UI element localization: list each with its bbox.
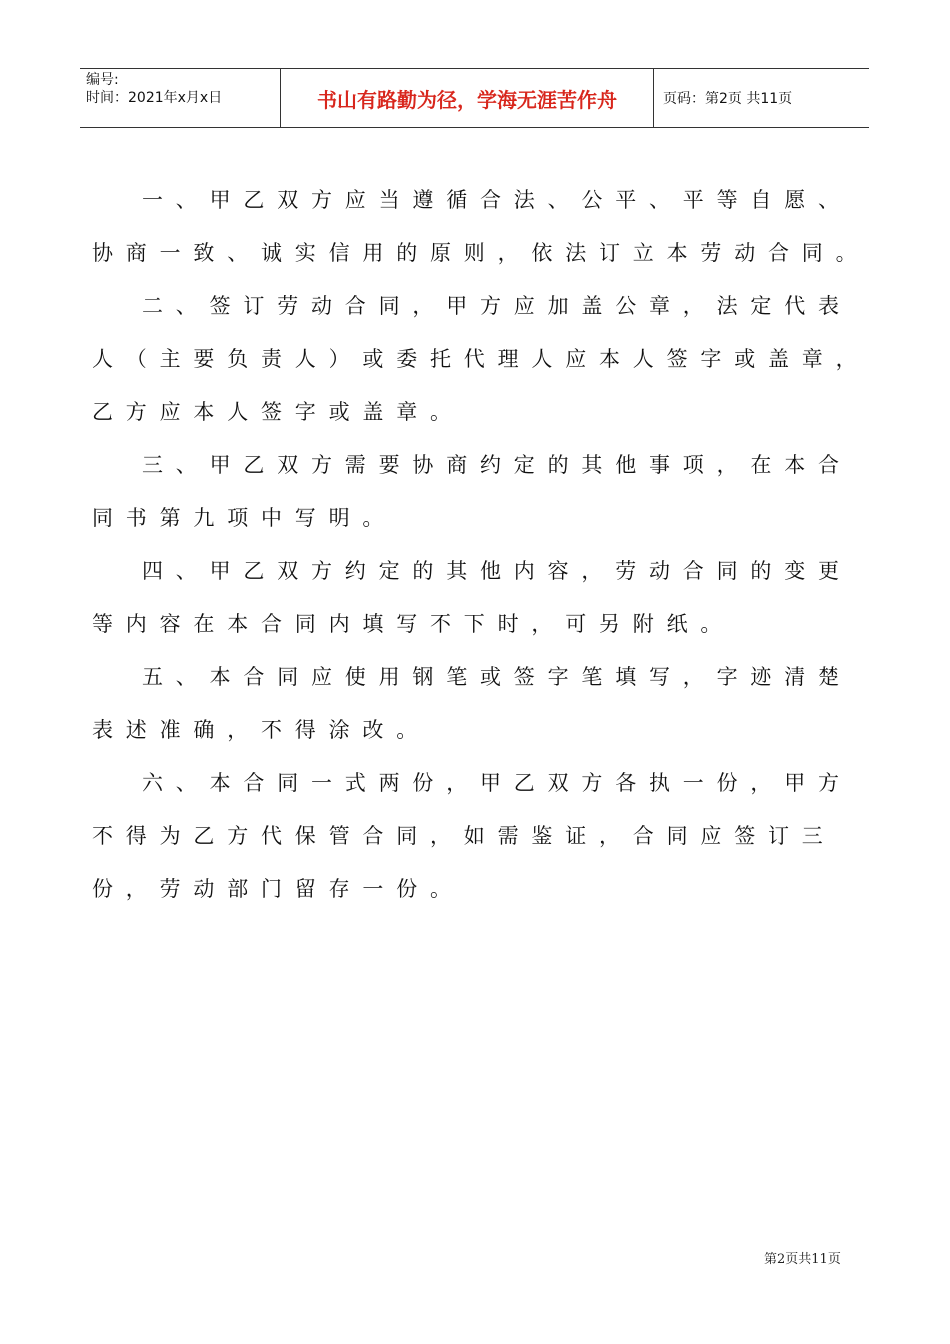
document-date: 时间：2021年x月x日	[86, 90, 223, 106]
document-number-label: 编号:	[86, 72, 119, 88]
header-page-info: 页码：第2页 共11页	[663, 91, 793, 107]
page-footer-number: 第2页共11页	[764, 1252, 841, 1267]
clause-4: 四、甲乙双方约定的其他内容，劳动合同的变更等内容在本合同内填写不下时，可另附纸。	[92, 559, 852, 636]
header-motto: 书山有路勤为径，学海无涯苦作舟	[281, 69, 654, 127]
clause-1: 一、甲乙双方应当遵循合法、公平、平等自愿、协商一致、诚实信用的原则，依法订立本劳动合同。	[92, 188, 870, 265]
clause-3: 三、甲乙双方需要协商约定的其他事项，在本合同书第九项中写明。	[92, 453, 852, 530]
page-header	[80, 68, 869, 128]
header-meta	[80, 69, 281, 127]
clause-2: 二、签订劳动合同，甲方应加盖公章，法定代表人（主要负责人）或委托代理人应本人签字或盖章，乙方应本人签字或盖章。	[92, 294, 870, 424]
document-body	[92, 174, 882, 916]
clause-6: 六、本合同一式两份，甲乙双方各执一份，甲方不得为乙方代保管合同，如需鉴证，合同应签订三份，劳动部门留存一份。	[92, 771, 852, 901]
clause-5: 五、本合同应使用钢笔或签字笔填写，字迹清楚表述准确，不得涂改。	[92, 665, 852, 742]
